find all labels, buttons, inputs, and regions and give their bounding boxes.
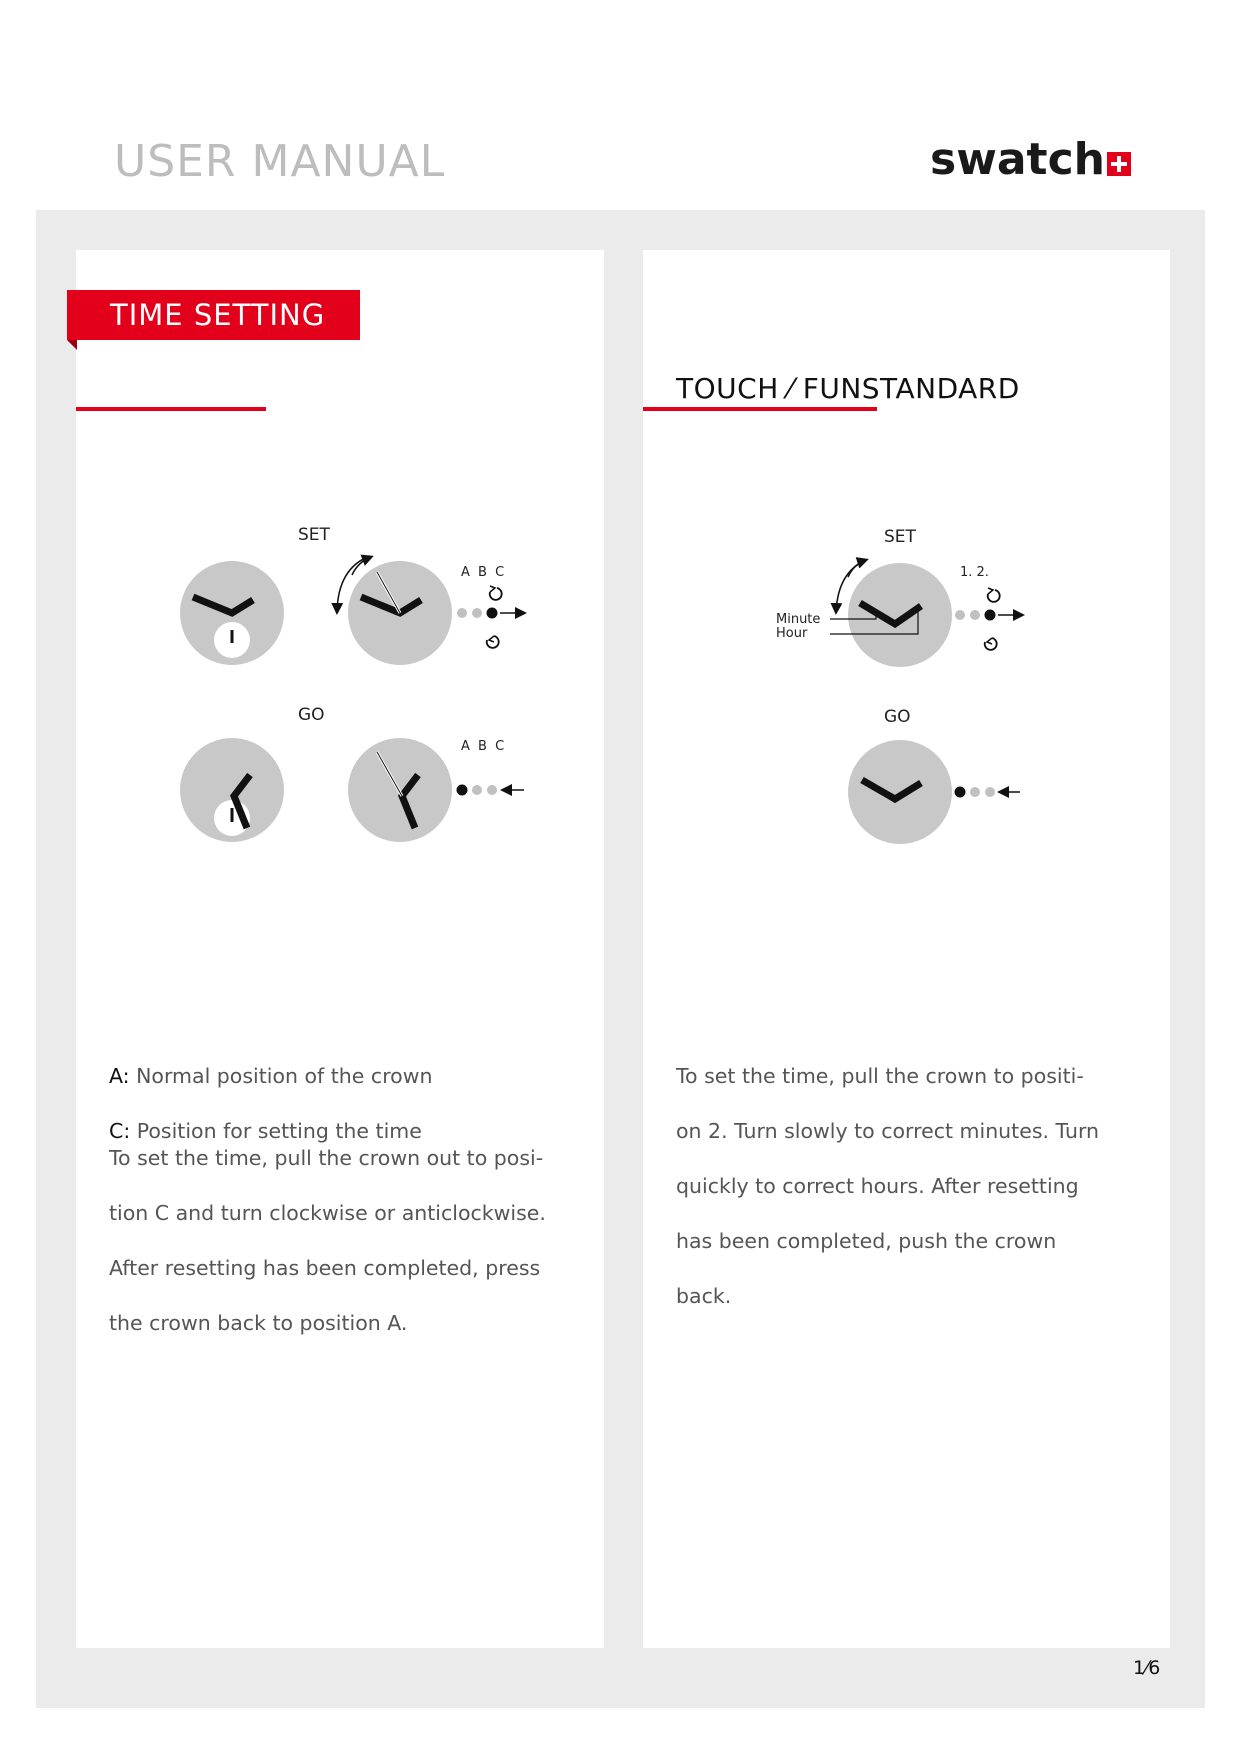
set-label: SET — [884, 527, 916, 547]
paragraph-line: the crown back to position A. — [109, 1310, 408, 1335]
legend-line-a — [109, 1063, 579, 1091]
section-title-touch-funstandard: TOUCH ⁄ FUNSTANDARD — [676, 372, 1020, 405]
crown-positions-label: A B C — [461, 739, 507, 754]
watch-go-normal — [180, 738, 284, 842]
paragraph-line: has been completed, push the crown — [676, 1228, 1057, 1253]
crown-positions-label: A B C — [461, 565, 507, 580]
left-instructions — [109, 1117, 579, 1365]
crown-indicator-pushed — [457, 785, 525, 796]
document-title: USER MANUAL — [114, 136, 446, 187]
paragraph-line: on 2. Turn slowly to correct minutes. Turn — [676, 1118, 1100, 1143]
hour-label: Hour — [776, 626, 808, 641]
page-number: 1⁄6 — [1133, 1657, 1161, 1679]
crown-indicator-pulled — [457, 586, 524, 648]
brand-name: swatch — [930, 134, 1105, 185]
paragraph-line: To set the time, pull the crown to positi- — [676, 1063, 1084, 1088]
watch-go-running — [348, 738, 452, 842]
minute-label: Minute — [776, 612, 821, 627]
legend-text: Position for setting the time — [130, 1118, 422, 1143]
paragraph-line: tion C and turn clockwise or anticlockwise. — [109, 1200, 546, 1225]
section-ribbon: TIME SETTING — [67, 290, 360, 340]
watch-touch-set — [830, 560, 952, 667]
legend-text: Normal position of the crown — [129, 1063, 433, 1088]
crown-indicator-pushed — [955, 787, 1021, 798]
go-label: GO — [884, 707, 911, 727]
watch-set-normal — [180, 561, 284, 665]
legend-key: C: — [109, 1118, 131, 1143]
watch-set-adjust — [337, 556, 452, 665]
crown-positions-label: 1. 2. — [960, 565, 989, 580]
legend-key: A: — [109, 1063, 130, 1088]
go-label: GO — [298, 705, 325, 725]
set-label: SET — [298, 525, 330, 545]
paragraph-line: quickly to correct hours. After resetting — [676, 1173, 1079, 1198]
paragraph-line: After resetting has been completed, press — [109, 1255, 541, 1280]
watch-touch-go — [848, 740, 952, 844]
crown-indicator-pulled — [955, 588, 1022, 650]
right-instructions — [676, 1035, 1146, 1338]
paragraph-line: back. — [676, 1283, 732, 1308]
paragraph-line: To set the time, pull the crown out to posi- — [109, 1145, 544, 1170]
